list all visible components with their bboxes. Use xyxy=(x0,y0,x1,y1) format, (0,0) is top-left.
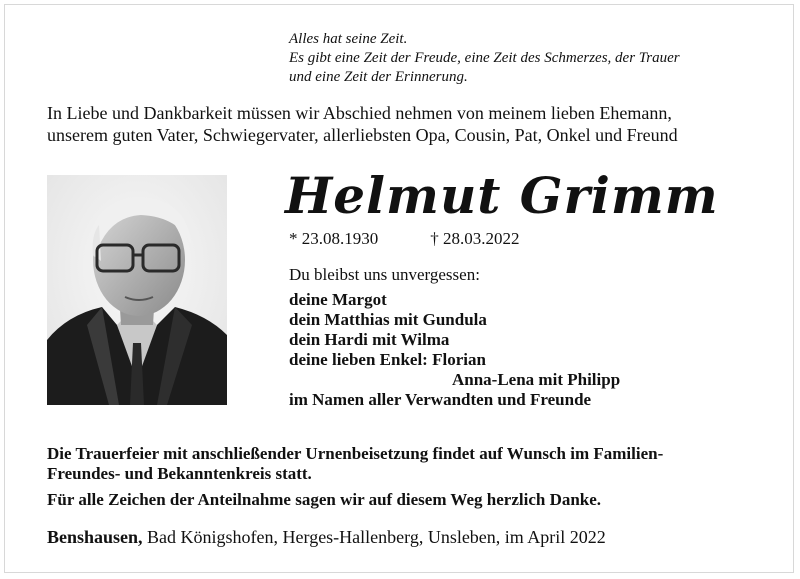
location-line xyxy=(47,526,606,548)
motto-quote xyxy=(289,30,680,87)
mourner-line: im Namen aller Verwandten und Freunde xyxy=(289,390,592,409)
deceased-name: Helmut Grimm xyxy=(285,166,719,225)
intro-line: In Liebe und Dankbarkeit müssen wir Abschied nehmen von meinem lieben Ehemann, xyxy=(47,103,672,123)
birth-date: * 23.08.1930 xyxy=(289,229,379,248)
mourners-heading: Du bleibst uns unvergessen: xyxy=(289,265,480,284)
mourner-line: dein Hardi mit Wilma xyxy=(289,330,450,349)
portrait-photo xyxy=(47,175,227,405)
funeral-line: Freundes- und Bekanntenkreis statt. xyxy=(47,464,312,483)
motto-line: Alles hat seine Zeit. xyxy=(289,31,408,47)
funeral-line: Die Trauerfeier mit anschließender Urnenbeisetzung findet auf Wunsch im Familien- xyxy=(47,444,664,463)
intro-text xyxy=(47,102,678,146)
death-date: † 28.03.2022 xyxy=(430,229,520,248)
mourner-line: Anna-Lena mit Philipp xyxy=(452,370,621,389)
motto-line: Es gibt eine Zeit der Freude, eine Zeit des Schmerzes, der Trauer xyxy=(289,50,680,66)
intro-line: unserem guten Vater, Schwiegervater, allerliebsten Opa, Cousin, Pat, Onkel und Freund xyxy=(47,125,678,145)
mourner-line: deine lieben Enkel: Florian xyxy=(289,350,486,369)
mourner-line: deine Margot xyxy=(289,290,387,309)
life-dates xyxy=(289,229,520,249)
motto-line: und eine Zeit der Erinnerung. xyxy=(289,69,468,85)
mourners-list xyxy=(289,290,620,410)
mourner-line: dein Matthias mit Gundula xyxy=(289,310,487,329)
location-rest: Bad Königshofen, Herges-Hallenberg, Unsleben, im April 2022 xyxy=(142,527,606,547)
funeral-notice xyxy=(47,444,767,484)
location-place: Benshausen, xyxy=(47,527,143,547)
thanks-text: Für alle Zeichen der Anteilnahme sagen wir auf diesem Weg herzlich Danke. xyxy=(47,490,602,509)
